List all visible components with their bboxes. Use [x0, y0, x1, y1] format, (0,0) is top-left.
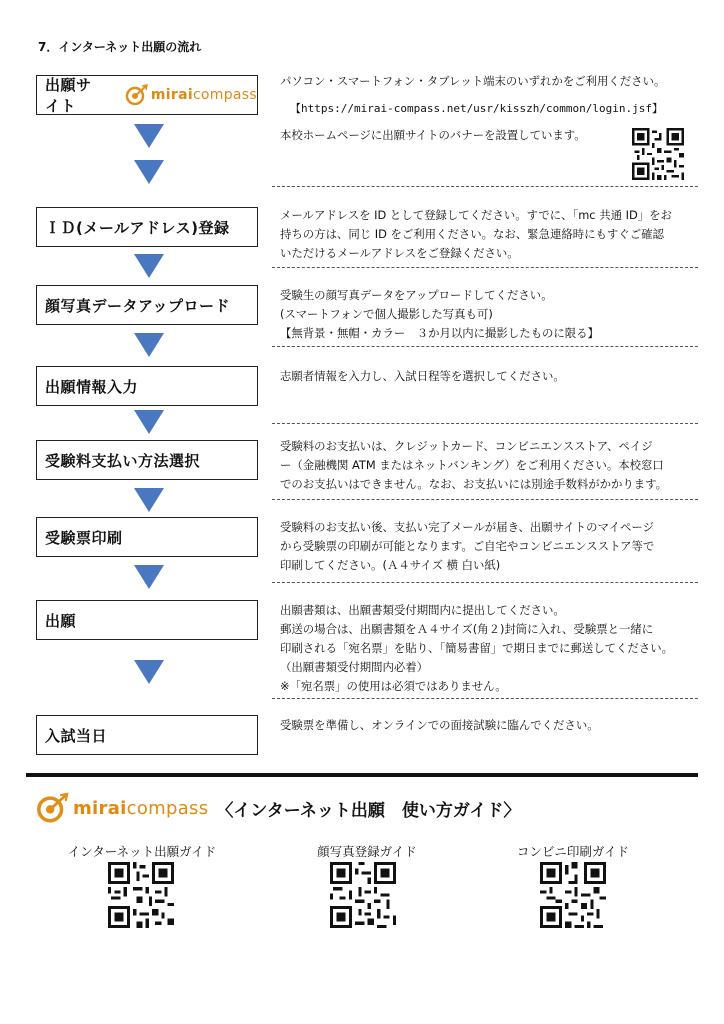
step-separator: [272, 346, 698, 347]
desc-line: ー（金融機関 ATM またはネットバンキング）をご利用ください。本校窓口: [280, 458, 664, 472]
desc-line: 出願書類は、出願書類受付期間内に提出してください。: [280, 603, 565, 617]
desc-line: でのお支払いはできません。なお、お支払いには別途手数料がかかります。: [280, 477, 668, 491]
desc-line: 持ちの方は、同じ ID をご利用ください。なお、緊急連絡時にもすぐご確認: [280, 227, 664, 241]
flow-arrow-down: [134, 660, 164, 684]
flow-arrow-down: [134, 254, 164, 278]
miraicompass-logo-icon: [125, 84, 149, 106]
flow-arrow-down: [134, 410, 164, 434]
step-description-exam-day: [280, 716, 692, 735]
desc-line: 受験料のお支払い後、支払い完了メールが届き、出願サイトのマイページ: [280, 520, 654, 534]
step-box-exam-day: [36, 715, 258, 755]
step-box-application-site: [36, 75, 258, 115]
qr-code-convenience-printing-guide: [540, 862, 606, 928]
section-divider: [26, 773, 698, 777]
qr-code-application-site: [632, 128, 684, 180]
step-separator: [272, 186, 698, 187]
step-label: 顔写真データアップロード: [45, 296, 230, 315]
step-label: 出願情報入力: [45, 377, 139, 396]
step-label: 出願: [45, 611, 77, 630]
step-label: 出願サイト: [45, 76, 92, 115]
step-description-print-admission-ticket: [280, 518, 692, 575]
step-description-application-info: [280, 367, 692, 386]
step-description-payment-method: [280, 437, 692, 494]
desc-line: (スマートフォンで個人撮影した写真も可): [280, 307, 493, 321]
qr-code-internet-application-guide: [108, 862, 174, 928]
flow-arrow-down: [134, 124, 164, 148]
step-separator: [272, 582, 698, 583]
step-separator: [272, 499, 698, 500]
desc-line: 本校ホームページに出願サイトのバナーを設置しています。: [280, 128, 586, 142]
step-box-payment-method: [36, 440, 258, 480]
desc-line-deadline: （出願書類受付期間内必着）: [280, 660, 429, 674]
step-description-id-registration: [280, 206, 692, 263]
desc-line: 受験料のお支払いは、クレジットカード、コンビニエンスストア、ペイジ: [280, 439, 653, 453]
step-separator: [272, 423, 698, 424]
step-box-id-registration: [36, 207, 258, 247]
section-title: 7．インターネット出願の流れ: [38, 40, 202, 54]
desc-line: いただけるメールアドレスをご登録ください。: [280, 246, 519, 260]
guide-label-internet-application: インターネット出願ガイド: [67, 844, 217, 859]
desc-line: 印刷される「宛名票」を貼り、「簡易書留」で期日までに郵送してください。: [280, 641, 673, 655]
step-label: ＩＤ(メールアドレス)登録: [45, 218, 230, 237]
desc-line: 受験生の顔写真データをアップロードしてください。: [280, 288, 553, 302]
miraicompass-logo: [36, 792, 208, 824]
step-label: 受験票印刷: [45, 528, 123, 547]
brand-name-bold: mirai: [150, 87, 193, 103]
desc-line: メールアドレスを ID として登録してください。すでに、「mc 共通 ID」をお: [280, 208, 672, 222]
brand-name-light: compass: [126, 797, 209, 819]
step-box-photo-upload: [36, 285, 258, 325]
step-description-submit-application: [280, 601, 692, 696]
step-box-submit-application: [36, 600, 258, 640]
brand-name-light: compass: [192, 87, 257, 103]
desc-line: 【無背景・無帽・カラー ３か月以内に撮影したものに限る】: [280, 326, 599, 340]
guide-label-photo-registration: 顔写真登録ガイド: [317, 844, 417, 859]
guide-header: [36, 792, 520, 824]
flow-arrow-down: [134, 333, 164, 357]
qr-code-photo-registration-guide: [330, 862, 396, 928]
desc-line: ※「宛名票」の使用は必須ではありません。: [280, 679, 507, 693]
step-box-application-info: [36, 366, 258, 406]
step-description-application-site: [280, 72, 692, 145]
desc-line: 受験票を準備し、オンラインでの面接試験に臨んでください。: [280, 718, 599, 732]
desc-line: から受験票の印刷が可能となります。ご自宅やコンビニエンスストア等で: [280, 539, 655, 553]
step-separator: [272, 267, 698, 268]
miraicompass-logo-icon: [36, 792, 70, 824]
step-label: 入試当日: [45, 726, 108, 745]
desc-line: 郵送の場合は、出願書類をＡ４サイズ(角２)封筒に入れ、受験票と一緒に: [280, 622, 654, 636]
flow-arrow-down: [134, 488, 164, 512]
flow-arrow-down: [134, 565, 164, 589]
desc-line: 印刷してください。(Ａ４サイズ 横 白い紙): [280, 558, 501, 572]
guide-heading: 〈インターネット出願 使い方ガイド〉: [216, 800, 521, 821]
desc-line: 志願者情報を入力し、入試日程等を選択してください。: [280, 369, 565, 383]
step-description-photo-upload: [280, 286, 692, 343]
step-separator: [272, 698, 698, 699]
application-site-url[interactable]: 【https://mirai-compass.net/usr/kisszh/common/login.jsf】: [290, 102, 663, 115]
step-label: 受験料支払い方法選択: [45, 451, 201, 470]
flow-arrow-down: [134, 160, 164, 184]
step-box-print-admission-ticket: [36, 517, 258, 557]
brand-name-bold: mirai: [73, 797, 127, 819]
miraicompass-logo: [125, 84, 257, 106]
desc-line: パソコン・スマートフォン・タブレット端末のいずれかをご利用ください。: [280, 74, 666, 88]
guide-label-convenience-printing: コンビニ印刷ガイド: [516, 844, 630, 859]
